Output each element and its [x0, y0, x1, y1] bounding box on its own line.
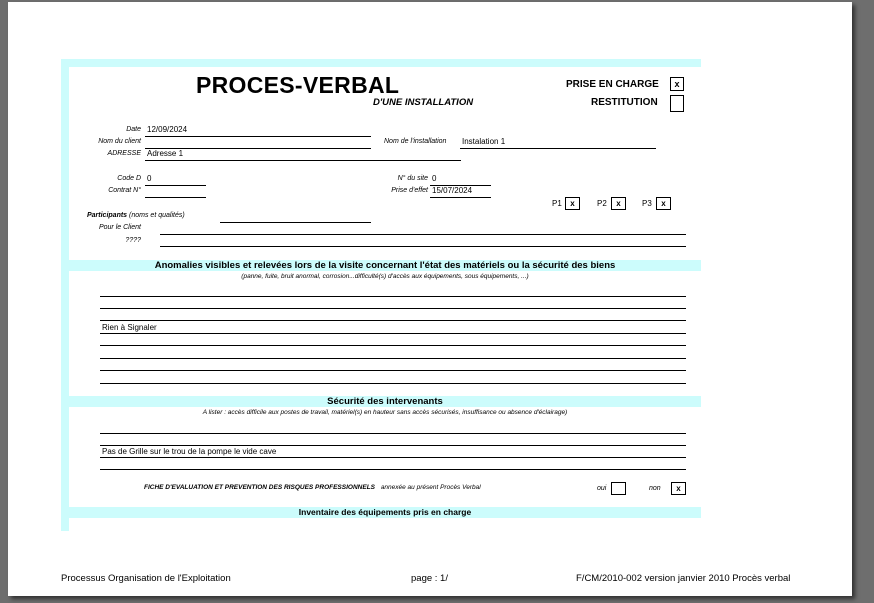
effet-underline [430, 197, 491, 198]
oui-checkbox[interactable] [611, 482, 626, 495]
page-title: PROCES-VERBAL [196, 72, 400, 98]
anomalies-line [100, 308, 686, 309]
client-label: Nom du client [98, 138, 141, 145]
effet-value[interactable]: 15/07/2024 [432, 186, 473, 195]
installation-underline [460, 148, 656, 149]
prise-en-charge-checkbox[interactable]: x [670, 77, 684, 91]
p3-checkbox[interactable]: x [656, 197, 671, 210]
securite-entry[interactable]: Pas de Grille sur le trou de la pompe le vide cave [102, 447, 277, 456]
date-underline [145, 136, 371, 137]
fiche-label: FICHE D'EVALUATION ET PREVENTION DES RISQUES PROFESSIONNELS [144, 484, 375, 491]
code-underline [145, 185, 206, 186]
fiche-row [144, 484, 481, 491]
participant-other-label: ???? [125, 237, 141, 244]
restitution-checkbox[interactable] [670, 95, 684, 112]
participants-label: Participants [87, 212, 128, 219]
footer-left: Processus Organisation de l'Exploitation [61, 573, 231, 584]
securite-line [100, 469, 686, 470]
anomalies-line [100, 333, 686, 334]
frame-left-band [61, 59, 69, 531]
p1-label: P1 [552, 199, 562, 208]
contract-underline [145, 197, 206, 198]
site-label: N° du site [397, 175, 428, 182]
p1-checkbox[interactable]: x [565, 197, 580, 210]
restitution-label: RESTITUTION [591, 97, 658, 108]
code-value[interactable]: 0 [147, 174, 152, 183]
participant-client-line[interactable] [160, 234, 686, 235]
anomalies-line [100, 383, 686, 384]
effet-label: Prise d'effet [391, 187, 428, 194]
date-label: Date [126, 126, 141, 133]
inventaire-title: Inventaire des équipements pris en charge [298, 507, 472, 517]
address-value[interactable]: Adresse 1 [147, 149, 184, 158]
participant-other-line[interactable] [160, 246, 686, 247]
prise-en-charge-label: PRISE EN CHARGE [566, 79, 659, 90]
securite-line [100, 433, 686, 434]
frame-top-band [61, 59, 701, 67]
address-label: ADRESSE [107, 150, 141, 157]
non-checkbox[interactable]: x [671, 482, 686, 495]
contract-label: Contrat N° [108, 187, 141, 194]
non-label: non [649, 485, 661, 492]
securite-line [100, 457, 686, 458]
page-subtitle: D'UNE INSTALLATION [373, 97, 474, 108]
anomalies-title: Anomalies visibles et relevées lors de la visite concernant l'état des matériels ou la sécurité des biens [154, 260, 616, 271]
anomalies-line [100, 296, 686, 297]
oui-label: oui [597, 485, 607, 492]
code-label: Code D [117, 175, 141, 182]
securite-title: Sécurité des intervenants [327, 396, 443, 407]
securite-band [69, 396, 701, 407]
p3-label: P3 [642, 199, 652, 208]
inventaire-band [69, 507, 701, 518]
site-value[interactable]: 0 [432, 174, 437, 183]
participants-underline [220, 222, 371, 223]
p2-checkbox[interactable]: x [611, 197, 626, 210]
footer-right: F/CM/2010-002 version janvier 2010 Procès verbal [576, 573, 791, 584]
anomalies-line [100, 370, 686, 371]
address-underline [145, 160, 461, 161]
anomalies-line [100, 320, 686, 321]
fiche-annex: annexée au présent Procès Verbal [380, 484, 481, 491]
date-value[interactable]: 12/09/2024 [147, 125, 188, 134]
anomalies-line [100, 345, 686, 346]
participants-heading [87, 212, 185, 219]
document-page [8, 2, 852, 596]
anomalies-line [100, 358, 686, 359]
securite-note: A lister : accès difficile aux postes de travail, matériel(s) en hauteur sans accès sécurisés, insuffisance ou absence d'éclairage) [202, 409, 568, 416]
participants-note: (noms et qualités) [129, 212, 185, 219]
anomalies-band [69, 260, 701, 271]
securite-line [100, 445, 686, 446]
footer-page: page : 1/ [411, 573, 448, 584]
installation-value[interactable]: Instalation 1 [462, 137, 506, 146]
participant-client-label: Pour le Client [98, 224, 141, 231]
anomalies-entry[interactable]: Rien à Signaler [102, 323, 157, 332]
anomalies-note: (panne, fuite, bruit anormal, corrosion...difficulté(s) d'accès aux équipements, sous équipements, ...) [241, 273, 529, 280]
installation-label: Nom de l'installation [384, 138, 447, 145]
p2-label: P2 [597, 199, 607, 208]
